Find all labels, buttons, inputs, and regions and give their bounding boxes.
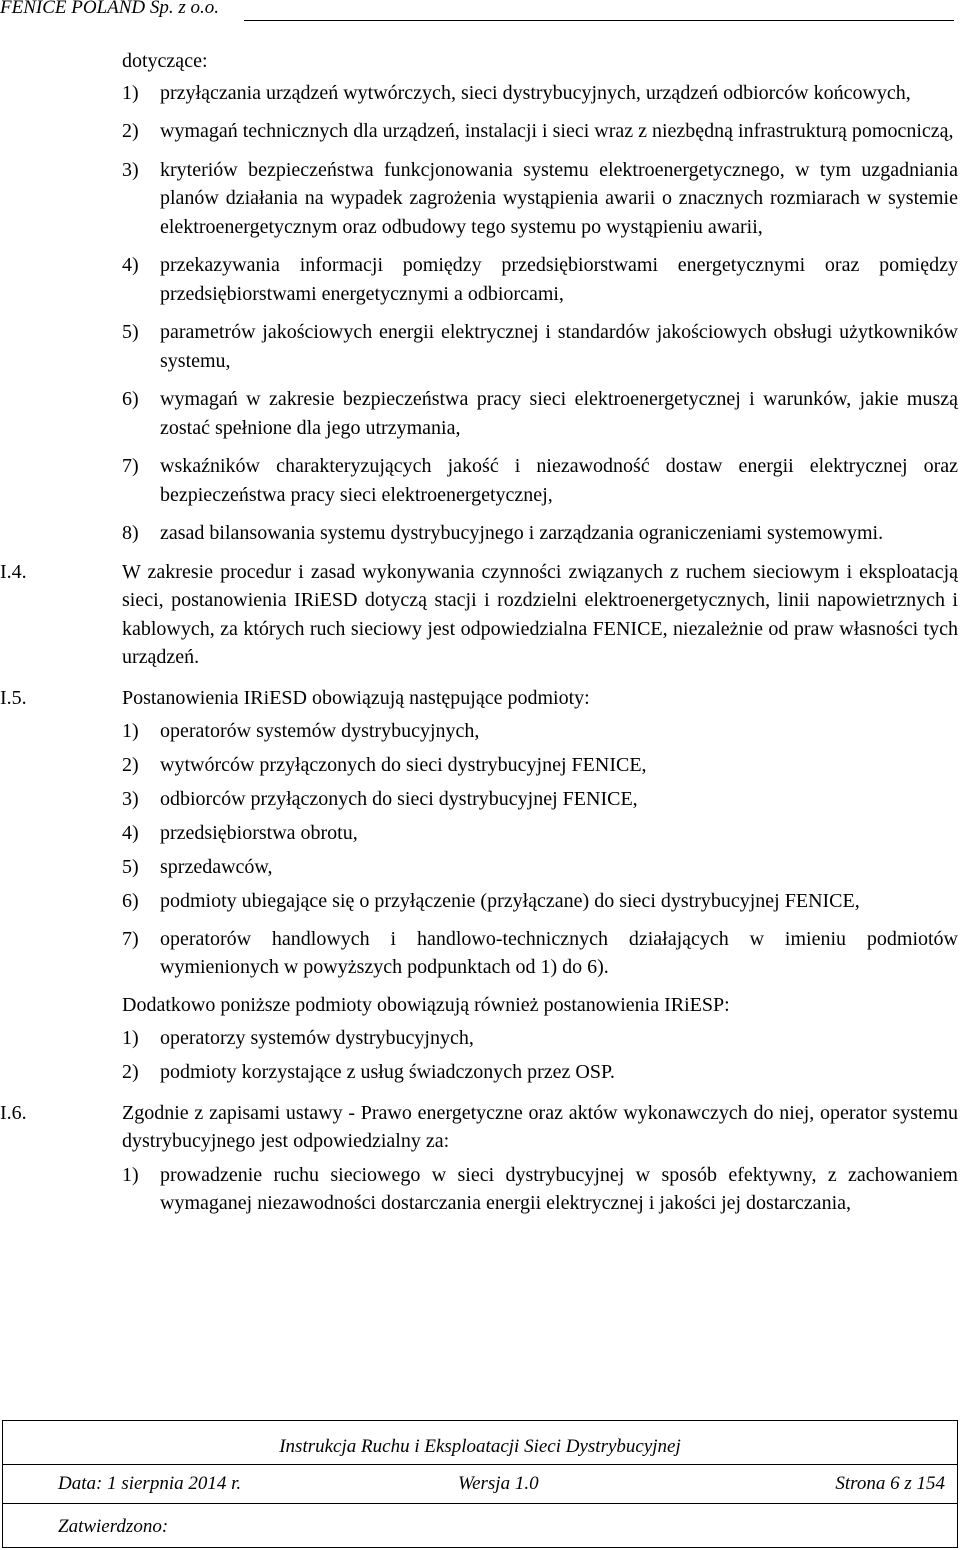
item-text: podmioty ubiegające się o przyłączenie (przyłączane) do sieci dystrybucyjnej FENICE, (160, 890, 860, 912)
page-number: Strona 6 z 154 (835, 1473, 945, 1494)
section-number: I.4. (0, 560, 27, 583)
section-paragraph-extra: Dodatkowo poniższe podmioty obowiązują również postanowienia IRiESP: (122, 993, 730, 1016)
item-number: 2) (122, 1061, 139, 1083)
item-number: 5) (122, 321, 139, 343)
list-item (122, 1024, 960, 1053)
item-number: 2) (122, 120, 139, 142)
item-number: 4) (122, 822, 139, 844)
approval-label: Zatwierdzono: (58, 1516, 169, 1537)
item-text: odbiorców przyłączonych do sieci dystrybucyjnej FENICE, (160, 788, 638, 810)
section-i4 (0, 558, 960, 682)
item-text: parametrów jakościowych energii elektrycznej i standardów jakościowych obsługi użytkowników systemu, (160, 321, 958, 372)
item-text: zasad bilansowania systemu dystrybucyjnego i zarządzania ograniczeniami systemowymi. (160, 522, 884, 544)
item-text: wskaźników charakteryzujących jakość i niezawodność dostaw energii elektrycznej oraz bezpieczeństwa pracy sieci elektroenergetycznej, (160, 455, 958, 506)
page-footer (2, 1420, 958, 1548)
footer-title-row (3, 1421, 957, 1465)
footer-meta-row (3, 1465, 957, 1504)
list-item (122, 887, 960, 916)
document-body (0, 47, 960, 1223)
item-number: 7) (122, 927, 139, 950)
list-item (0, 318, 960, 375)
section-number: I.5. (0, 686, 27, 709)
section-body (122, 684, 960, 1097)
section-paragraph: Zgodnie z zapisami ustawy - Prawo energetyczne oraz aktów wykonawczych do niej, operator systemu dystrybucyjnego jest odpowiedzialny za: (122, 1101, 958, 1152)
document-version: Wersja 1.0 (458, 1473, 539, 1494)
list-item (122, 785, 960, 814)
item-number: 8) (122, 522, 139, 544)
list-i5-extra (122, 1024, 960, 1087)
item-text: wymagań technicznych dla urządzeń, instalacji i sieci wraz z niezbędną infrastrukturą pomocniczą, (160, 120, 954, 142)
list-item (0, 79, 960, 108)
list-item (122, 819, 960, 848)
item-text: przekazywania informacji pomiędzy przedsiębiorstwami energetycznymi oraz pomiędzy przedsiębiorstwami energetycznymi a odbiorcami, (160, 254, 958, 305)
item-number: 6) (122, 890, 139, 912)
section-i6 (0, 1099, 960, 1224)
item-text: prowadzenie ruchu sieciowego w sieci dystrybucyjnej w sposób efektywny, z zachowaniem wymaganej niezawodności dostarczania energii elektrycznej i jakości jej dostarczania, (160, 1163, 958, 1214)
section-body (122, 558, 960, 682)
item-number: 6) (122, 388, 139, 410)
item-number: 1) (122, 1163, 139, 1186)
item-number: 2) (122, 754, 139, 776)
header-rule (244, 20, 954, 21)
intro-line: dotyczące: (122, 50, 208, 72)
list-item (122, 1161, 960, 1218)
list-a (0, 79, 960, 548)
list-i5 (122, 717, 960, 982)
document-title: Instrukcja Ruchu i Eksploatacji Sieci Dystrybucyjnej (279, 1436, 681, 1457)
item-number: 4) (122, 254, 139, 276)
item-text: wytwórców przyłączonych do sieci dystrybucyjnej FENICE, (160, 754, 647, 776)
item-number: 7) (122, 455, 139, 477)
item-text: operatorzy systemów dystrybucyjnych, (160, 1027, 474, 1049)
item-text: wymagań w zakresie bezpieczeństwa pracy sieci elektroenergetycznej i warunków, jakie muszą zostać spełnione dla jego utrzymania, (160, 388, 958, 439)
item-number: 1) (122, 720, 139, 742)
item-text: przedsiębiorstwa obrotu, (160, 822, 358, 844)
section-i5 (0, 684, 960, 1097)
item-text: operatorów systemów dystrybucyjnych, (160, 720, 480, 742)
section-body (122, 1099, 960, 1224)
page-header (0, 0, 960, 26)
item-number: 3) (122, 158, 139, 181)
document-date: Data: 1 sierpnia 2014 r. (58, 1473, 242, 1494)
item-text: operatorów handlowych i handlowo-technicznych działających w imieniu podmiotów wymienionych w powyższych podpunktach od 1) do 6). (160, 927, 958, 978)
item-number: 1) (122, 1027, 139, 1049)
list-item (122, 853, 960, 882)
section-number: I.6. (0, 1101, 27, 1124)
item-number: 3) (122, 788, 139, 810)
item-text: przyłączania urządzeń wytwórczych, sieci dystrybucyjnych, urządzeń odbiorców końcowych, (160, 81, 911, 104)
list-item (122, 717, 960, 746)
item-number: 5) (122, 856, 139, 878)
list-item (0, 117, 960, 146)
list-item (0, 251, 960, 308)
list-item (0, 519, 960, 548)
company-name: FENICE POLAND Sp. z o.o. (0, 0, 220, 18)
list-i6 (122, 1161, 960, 1218)
list-item (122, 751, 960, 780)
item-text: sprzedawców, (160, 856, 273, 878)
item-text: kryteriów bezpieczeństwa funkcjonowania systemu elektroenergetycznego, w tym uzgadniania planów działania na wypadek zagrożenia wystąpienia awarii o znacznych rozmiarach w systemie elektroenergetycznym oraz odbudowy tego systemu po wystąpieniu awarii, (160, 158, 958, 238)
list-item (0, 156, 960, 242)
item-text: podmioty korzystające z usług świadczonych przez OSP. (160, 1061, 615, 1083)
list-item (0, 452, 960, 509)
list-item (122, 1058, 960, 1087)
section-paragraph: W zakresie procedur i zasad wykonywania czynności związanych z ruchem sieciowym i eksploatacją sieci, postanowienia IRiESD dotyczą stacji i rozdzielni elektroenergetycznych, linii napowietrznych i kablowych, za których ruch sieciowy jest odpowiedzialna FENICE, niezależnie od praw własności tych urządzeń. (122, 560, 958, 668)
footer-approval-row (3, 1504, 957, 1547)
section-paragraph: Postanowienia IRiESD obowiązują następujące podmioty: (122, 686, 590, 709)
list-item (122, 925, 960, 982)
list-item (0, 385, 960, 442)
item-number: 1) (122, 81, 139, 104)
